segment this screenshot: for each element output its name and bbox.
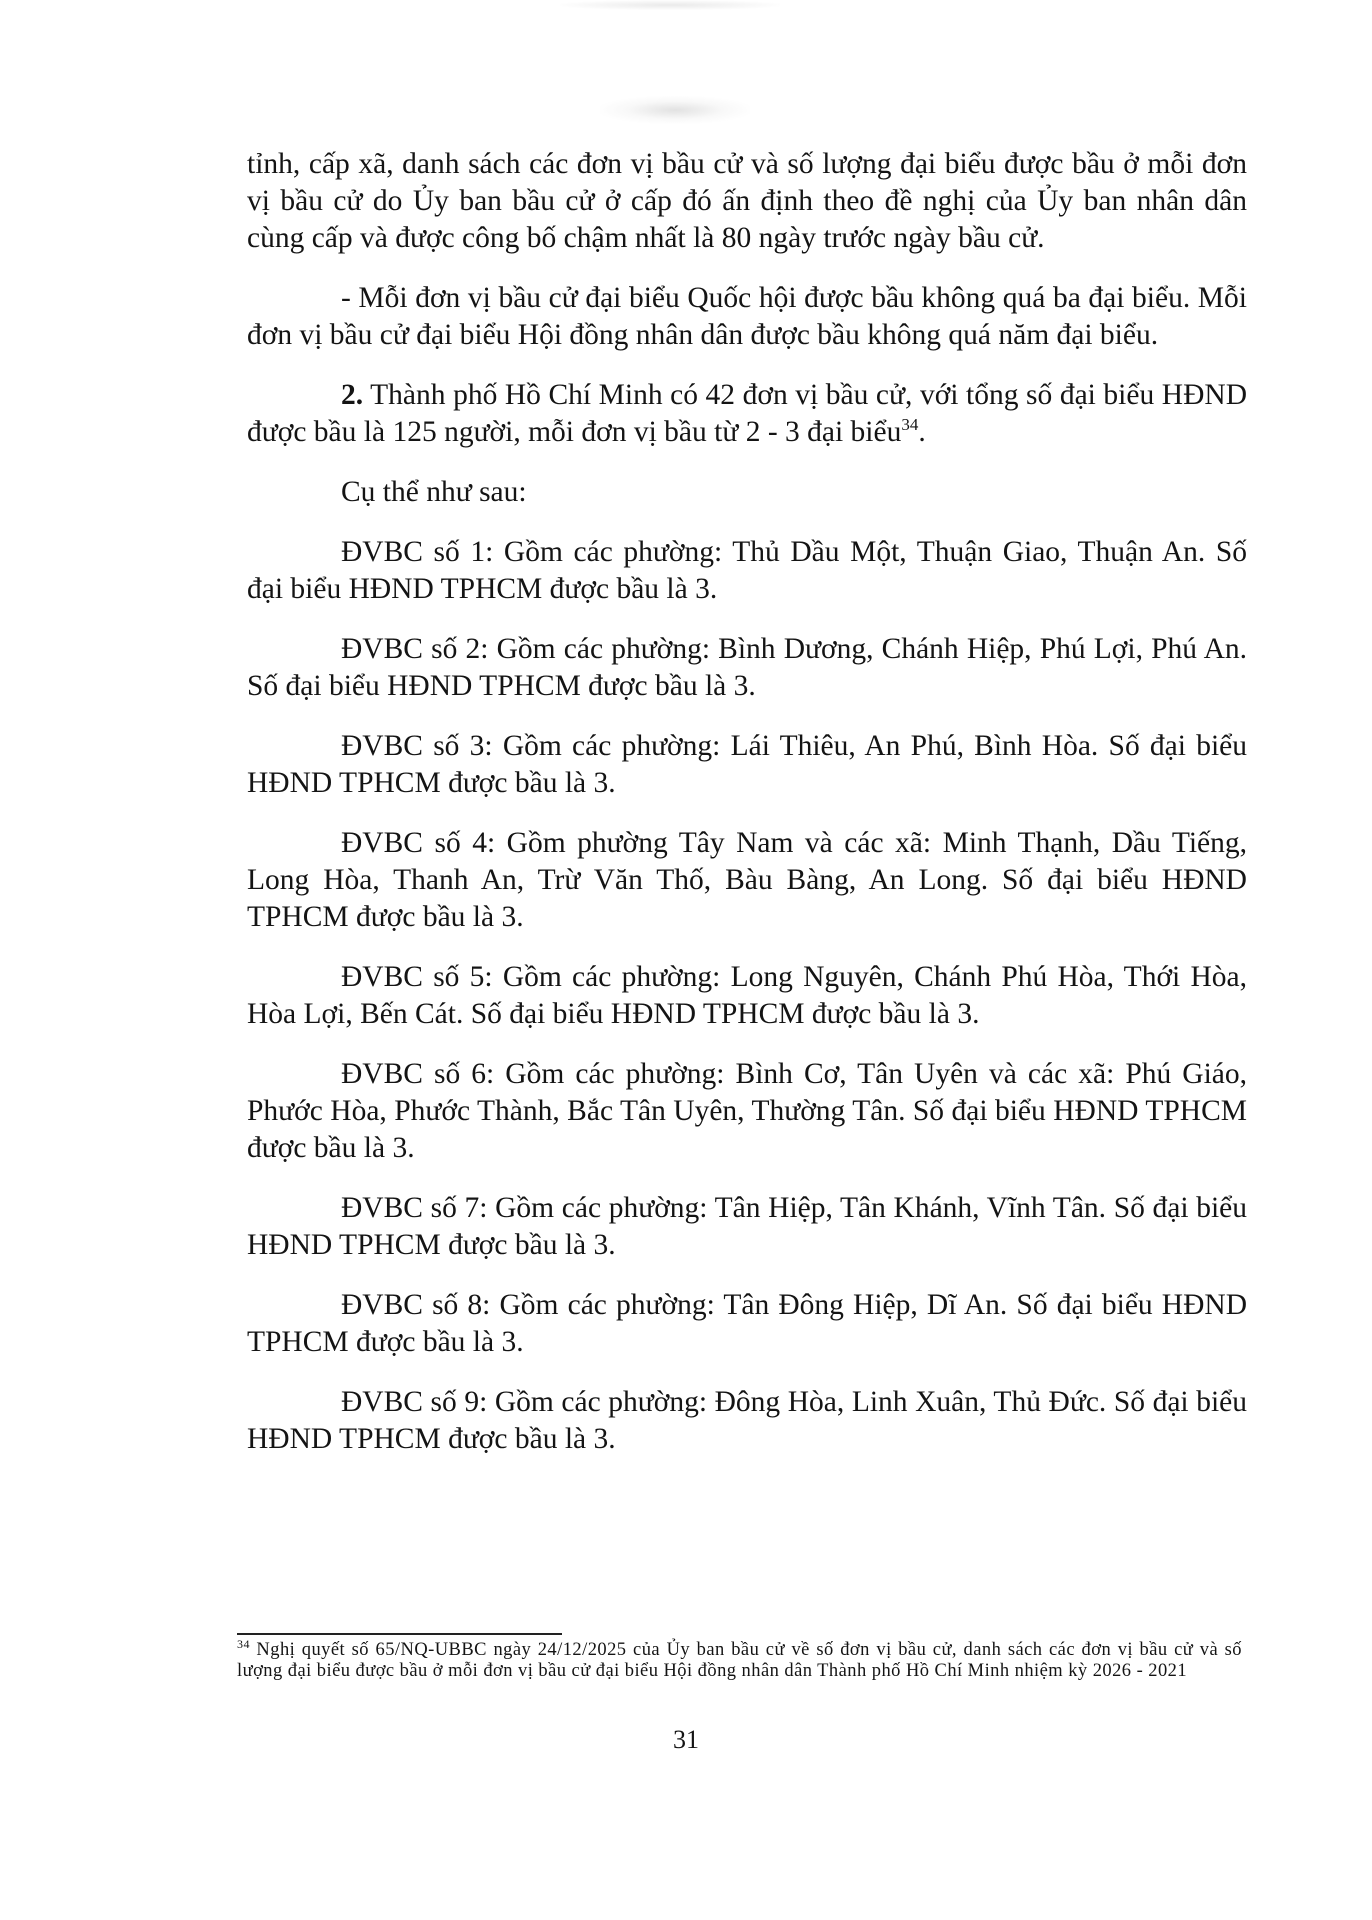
footnote-reference[interactable]: 34 (901, 415, 919, 435)
unit-item-8: ĐVBC số 8: Gồm các phường: Tân Đông Hiệp, Dĩ An. Số đại biểu HĐND TPHCM được bầu là 3. (247, 1289, 1247, 1358)
paragraph-intro (247, 146, 1247, 257)
footnote-marker: 34 (237, 1636, 250, 1651)
unit-item-4: ĐVBC số 4: Gồm phường Tây Nam và các xã: Minh Thạnh, Dầu Tiếng, Long Hòa, Thanh An, Trừ Văn Thố, Bàu Bàng, An Long. Số đại biểu HĐND TPHCM được bầu là 3. (247, 827, 1247, 933)
section-number: 2. (341, 379, 364, 411)
footnote-text: Nghị quyết số 65/NQ-UBBC ngày 24/12/2025 của Ủy ban bầu cử về số đơn vị bầu cử, danh sách các đơn vị bầu cử và số lượng đại biểu được bầu ở mỗi đơn vị bầu cử đại biểu Hội đồng nhân dân Thành phố Hồ Chí Minh nhiệm kỳ 2026 - 2021 (237, 1640, 1242, 1681)
details-lead-text: Cụ thể như sau: (341, 476, 527, 508)
unit-item-5: ĐVBC số 5: Gồm các phường: Long Nguyên, Chánh Phú Hòa, Thới Hòa, Hòa Lợi, Bến Cát. Số đại biểu HĐND TPHCM được bầu là 3. (247, 961, 1247, 1030)
paragraph-section-2 (247, 377, 1247, 451)
unit-item-2: ĐVBC số 2: Gồm các phường: Bình Dương, Chánh Hiệp, Phú Lợi, Phú An. Số đại biểu HĐND TPHCM được bầu là 3. (247, 633, 1247, 702)
unit-item-6: ĐVBC số 6: Gồm các phường: Bình Cơ, Tân Uyên và các xã: Phú Giáo, Phước Hòa, Phước Thành, Bắc Tân Uyên, Thường Tân. Số đại biểu HĐND TPHCM được bầu là 3. (247, 1058, 1247, 1164)
scan-artifact (600, 96, 750, 124)
scan-artifact-top (560, 0, 780, 10)
page-number: 31 (673, 1725, 699, 1754)
paragraph-limits (247, 280, 1247, 354)
paragraph-details-lead (247, 474, 1247, 511)
footnote-separator (237, 1633, 562, 1635)
paragraph-limits-text: - Mỗi đơn vị bầu cử đại biểu Quốc hội được bầu không quá ba đại biểu. Mỗi đơn vị bầu cử đại biểu Hội đồng nhân dân được bầu không quá năm đại biểu. (247, 282, 1247, 351)
unit-item-9: ĐVBC số 9: Gồm các phường: Đông Hòa, Linh Xuân, Thủ Đức. Số đại biểu HĐND TPHCM được bầu là 3. (247, 1386, 1247, 1455)
unit-item-1: ĐVBC số 1: Gồm các phường: Thủ Dầu Một, Thuận Giao, Thuận An. Số đại biểu HĐND TPHCM được bầu là 3. (247, 536, 1247, 605)
unit-item-7: ĐVBC số 7: Gồm các phường: Tân Hiệp, Tân Khánh, Vĩnh Tân. Số đại biểu HĐND TPHCM được bầu là 3. (247, 1192, 1247, 1261)
section-2-text: Thành phố Hồ Chí Minh có 42 đơn vị bầu cử, với tổng số đại biểu HĐND được bầu là 125 người, mỗi đơn vị bầu từ 2 - 3 đại biểu (247, 379, 1247, 448)
section-2-period: . (918, 416, 926, 448)
unit-item-3: ĐVBC số 3: Gồm các phường: Lái Thiêu, An Phú, Bình Hòa. Số đại biểu HĐND TPHCM được bầu là 3. (247, 730, 1247, 799)
paragraph-intro-text: tỉnh, cấp xã, danh sách các đơn vị bầu cử và số lượng đại biểu được bầu ở mỗi đơn vị bầu cử do Ủy ban bầu cử ở cấp đó ấn định theo đề nghị của Ủy ban nhân dân cùng cấp và được công bố chậm nhất là 80 ngày trước ngày bầu cử. (247, 148, 1247, 254)
document-body (247, 146, 1247, 1481)
footnote (237, 1636, 1242, 1682)
